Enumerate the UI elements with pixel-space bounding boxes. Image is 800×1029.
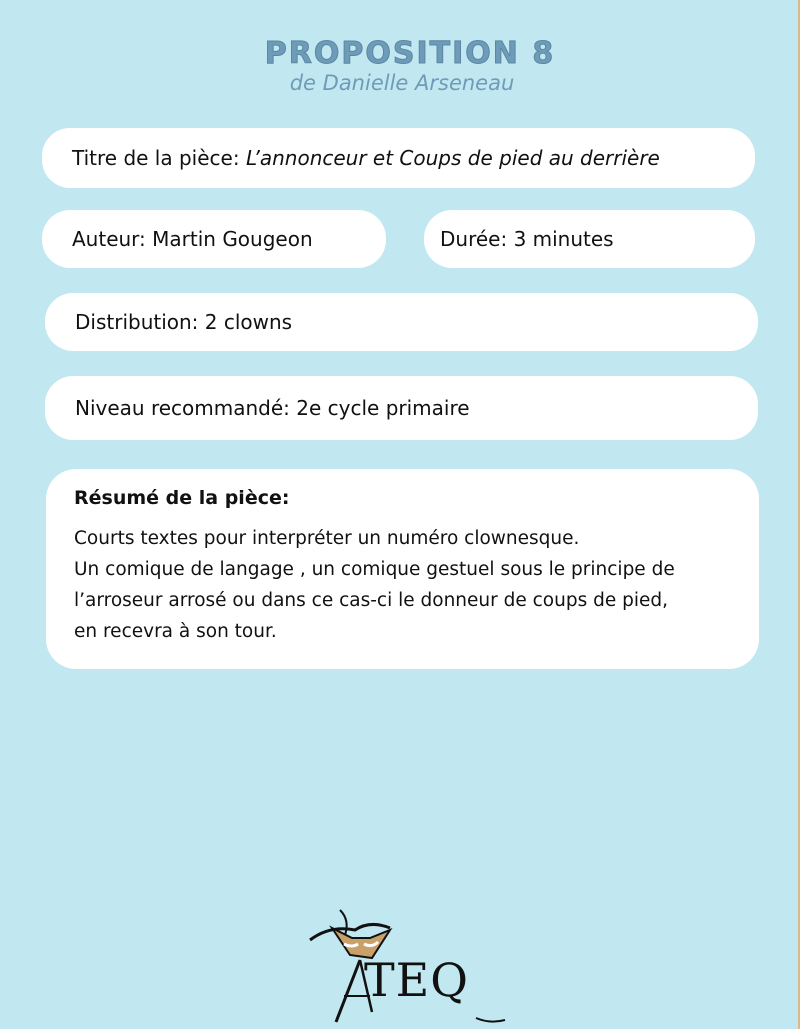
auteur-field [42,210,386,268]
titre-value: L’annonceur et Coups de pied au derrière [245,146,660,170]
niveau-field [45,376,758,440]
titre-label: Titre de la pièce: [72,146,246,170]
duree-text: Durée: 3 minutes [440,227,614,251]
logo-text: TEQ [364,953,469,1007]
page-subtitle: de Danielle Arseneau [289,71,515,95]
resume-line: Un comique de langage , un comique gestuel sous le principe de [74,559,675,580]
resume-line: en recevra à son tour. [74,621,277,642]
page-header [0,36,800,96]
niveau-text: Niveau recommandé: 2e cycle primaire [75,396,470,420]
resume-heading: Résumé de la pièce: [74,487,290,509]
titre-field [42,128,755,188]
page-title: PROPOSITION 8 [264,36,556,71]
auteur-text: Auteur: Martin Gougeon [72,227,313,251]
resume-line: l’arroseur arrosé ou dans ce cas-ci le donneur de coups de pied, [74,590,669,611]
resume-card [46,469,759,669]
duree-field [424,210,755,268]
distribution-text: Distribution: 2 clowns [75,310,293,334]
resume-line: Courts textes pour interpréter un numéro clownesque. [74,528,580,549]
distribution-field [45,293,758,351]
